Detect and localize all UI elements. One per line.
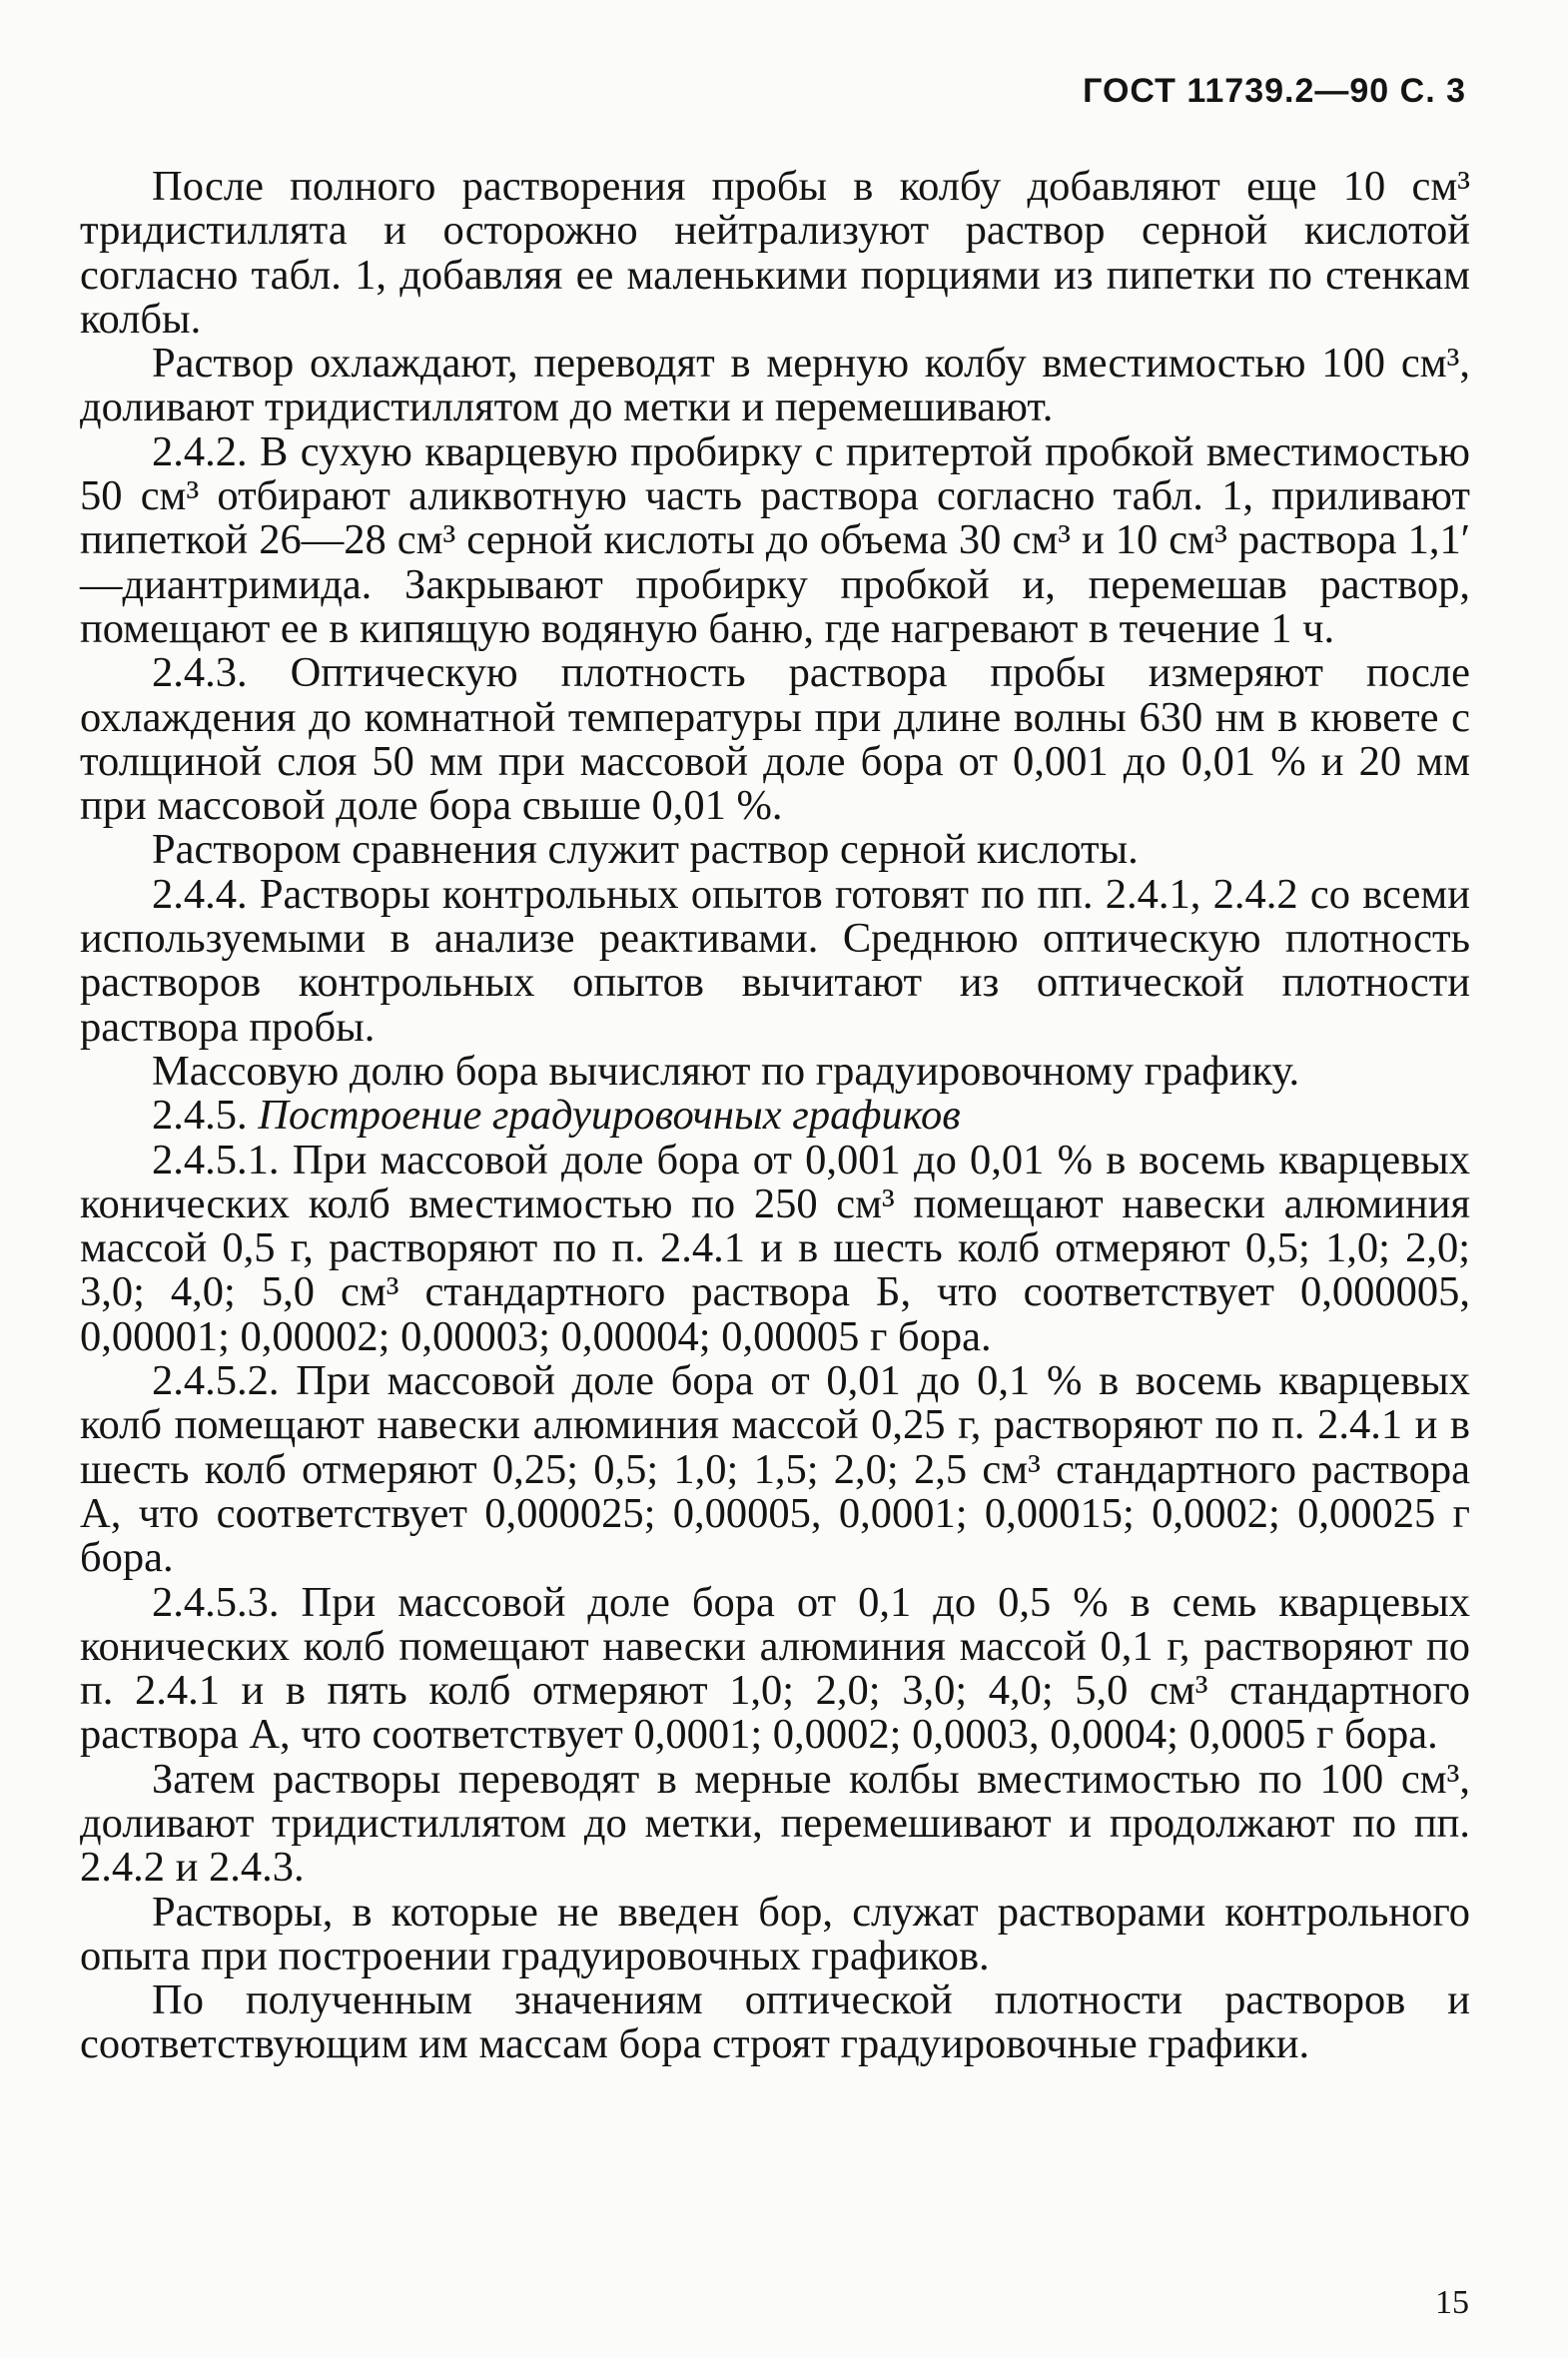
paragraph: Раствором сравнения служит раствор серной кислоты. xyxy=(152,826,1139,874)
section-heading xyxy=(80,1094,1470,1138)
paragraph: Растворы, в которые не введен бор, служат растворами контрольного опыта при построении градуировочных графиков. xyxy=(80,1888,1470,1979)
paragraph: Массовую долю бора вычисляют по градуировочному графику. xyxy=(152,1047,1300,1095)
paragraph: 2.4.5.3. При массовой доле бора от 0,1 до 0,5 % в семь кварцевых конических колб помещают навески алюминия массой 0,1 г, растворяют по п. 2.4.1 и в пять колб отмеряют 1,0; 2,0; 3,0; 4,0; 5,0 см³ стандартного раствора А, что соответствует 0,0001; 0,0002; 0,0003, 0,0004; 0,0005 г бора. xyxy=(80,1578,1470,1759)
paragraph: 2.4.4. Растворы контрольных опытов готовят по пп. 2.4.1, 2.4.2 со всеми используемыми в анализе реактивами. Среднюю оптическую плотность растворов контрольных опытов вычитают из оптической плотности раствора пробы. xyxy=(80,870,1470,1051)
paragraph: 2.4.5.1. При массовой доле бора от 0,001 до 0,01 % в восемь кварцевых конических колб вместимостью по 250 см³ помещают навески алюминия массой 0,5 г, растворяют по п. 2.4.1 и в шесть колб отмеряют 0,5; 1,0; 2,0; 3,0; 4,0; 5,0 см³ стандартного раствора Б, что соответствует 0,000005, 0,00001; 0,00002; 0,00003; 0,00004; 0,00005 г бора. xyxy=(80,1136,1470,1360)
paragraph: После полного растворения пробы в колбу добавляют еще 10 см³ тридистиллята и осторожно нейтрализуют раствор серной кислотой согласно табл. 1, добавляя ее маленькими порциями из пипетки по стенкам колбы. xyxy=(80,163,1470,343)
paragraph: 2.4.5.2. При массовой доле бора от 0,01 до 0,1 % в восемь кварцевых колб помещают навески алюминия массой 0,25 г, растворяют по п. 2.4.1 и в шесть колб отмеряют 0,25; 0,5; 1,0; 1,5; 2,0; 2,5 см³ стандартного раствора А, что соответствует 0,000025; 0,00005, 0,0001; 0,00015; 0,0002; 0,00025 г бора. xyxy=(80,1357,1470,1582)
document-body xyxy=(80,165,1470,2067)
paragraph: 2.4.3. Оптическую плотность раствора пробы измеряют после охлаждения до комнатной температуры при длине волны 630 нм в кювете с толщиной слоя 50 мм при массовой доле бора от 0,001 до 0,01 % и 20 мм при массовой доле бора свыше 0,01 %. xyxy=(80,649,1470,830)
page-number: 15 xyxy=(1435,2284,1469,2321)
page-header: ГОСТ 11739.2—90 С. 3 xyxy=(1083,72,1466,110)
paragraph: По полученным значениям оптической плотности растворов и соответствующим им массам бора строят градуировочные графики. xyxy=(80,1976,1470,2068)
paragraph: Затем растворы переводят в мерные колбы вместимостью по 100 см³, доливают тридистиллятом до метки, перемешивают и продолжают по пп. 2.4.2 и 2.4.3. xyxy=(80,1755,1470,1892)
section-title: Построение градуировочных графиков xyxy=(258,1092,961,1140)
section-number: 2.4.5. xyxy=(152,1092,259,1140)
paragraph: 2.4.2. В сухую кварцевую пробирку с притертой пробкой вместимостью 50 см³ отбирают аликвотную часть раствора согласно табл. 1, приливают пипеткой 26—28 см³ серной кислоты до объема 30 см³ и 10 см³ раствора 1,1′—диантримида. Закрывают пробирку пробкой и, перемешав раствор, помещают ее в кипящую водяную баню, где нагревают в течение 1 ч. xyxy=(80,427,1470,652)
paragraph: Раствор охлаждают, переводят в мерную колбу вместимостью 100 см³, доливают тридистиллятом до метки и перемешивают. xyxy=(80,340,1470,431)
